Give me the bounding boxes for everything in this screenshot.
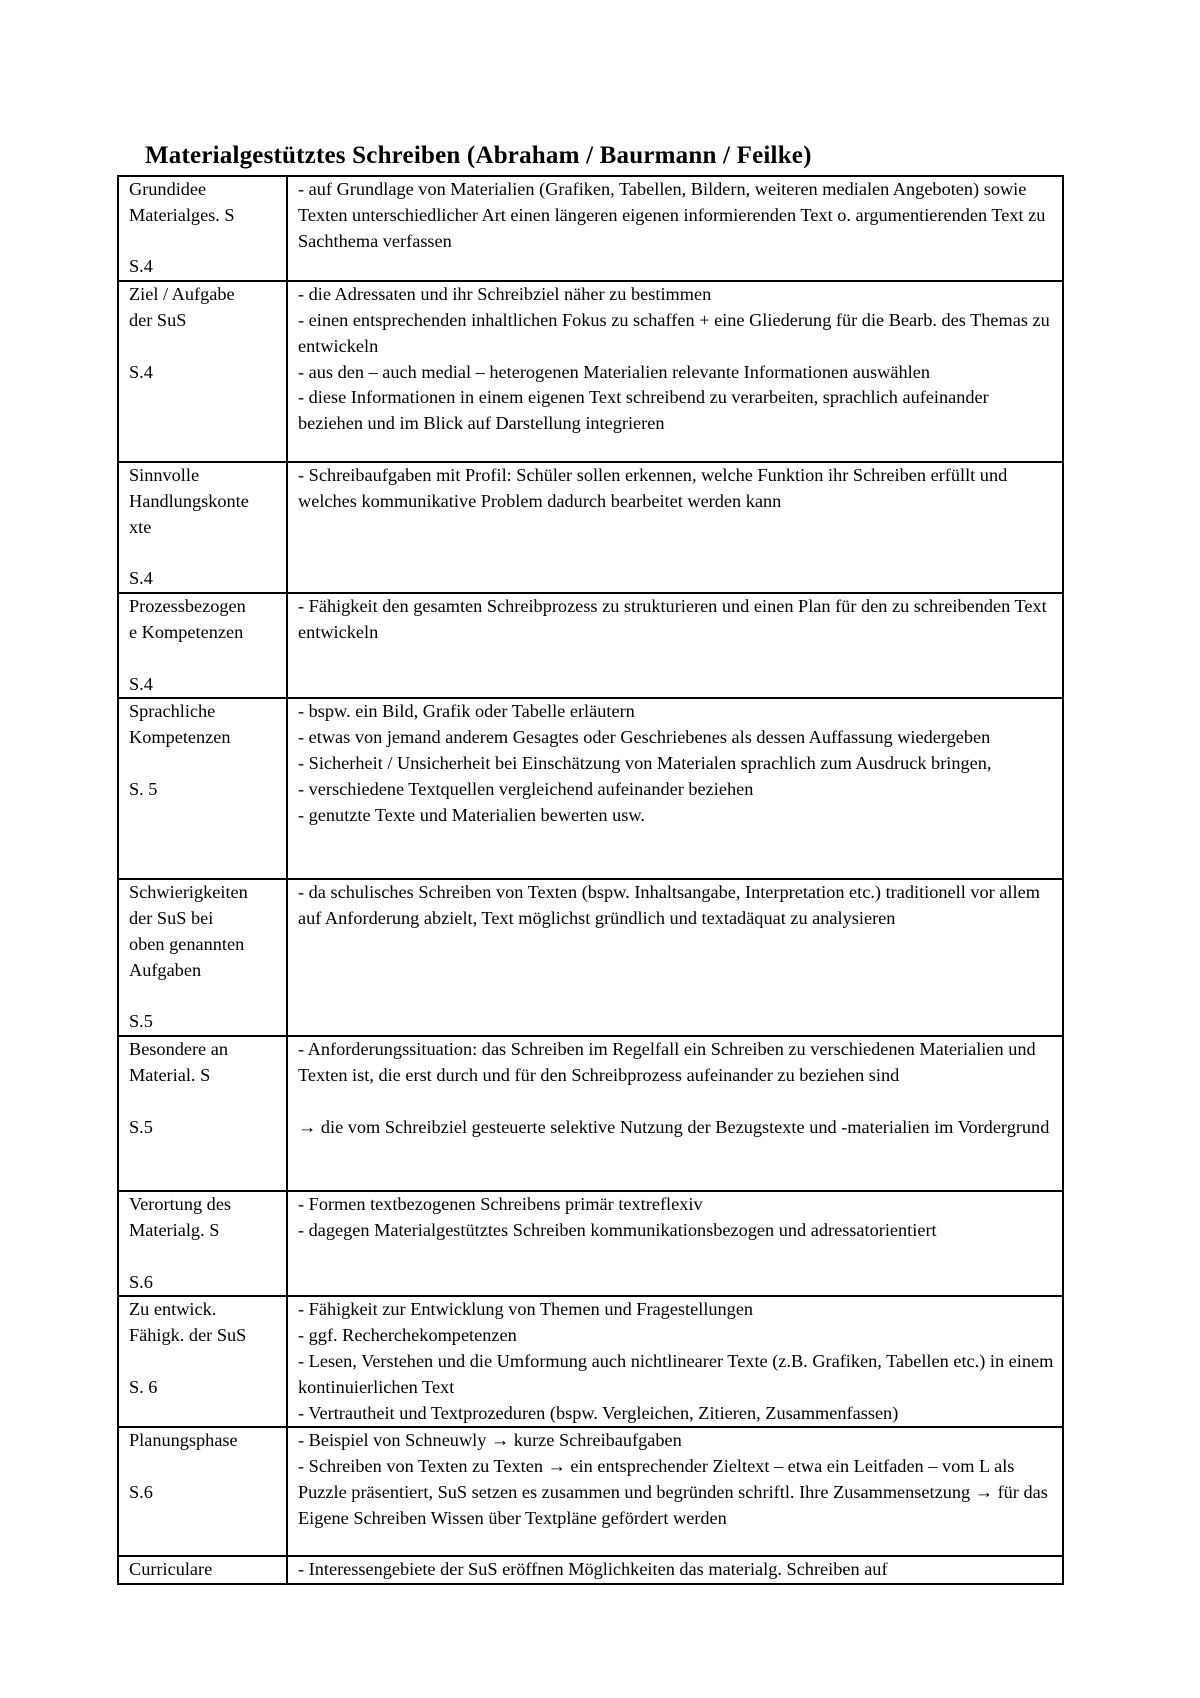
table-row <box>118 1427 1063 1556</box>
row-label-cell <box>118 1427 287 1556</box>
table-row <box>118 698 1063 879</box>
page-reference: S.4 <box>129 256 153 277</box>
content-paragraph: - genutzte Texte und Materialien bewerten usw. <box>298 804 645 825</box>
content-paragraph: - Fähigkeit den gesamten Schreibprozess zu strukturieren und einen Plan für den zu schreibenden Text entwickeln <box>298 596 1047 642</box>
spacer <box>129 646 280 672</box>
spacer <box>129 1454 280 1480</box>
content-paragraph: - Vertrautheit und Textprozeduren (bspw. Vergleichen, Zitieren, Zusammenfassen) <box>298 1402 899 1423</box>
spacer <box>129 541 280 567</box>
row-label-line: Sprachliche <box>129 701 216 722</box>
row-label-line: der SuS <box>129 309 187 330</box>
content-paragraph: - etwas von jemand anderem Gesagtes oder Geschriebenes als dessen Auffassung wiedergeben <box>298 727 991 748</box>
row-label-line: der SuS bei <box>129 908 214 929</box>
row-label-line: xte <box>129 516 152 537</box>
row-content-cell <box>287 698 1063 879</box>
content-paragraph: - verschiedene Textquellen vergleichend aufeinander beziehen <box>298 778 754 799</box>
row-content-cell <box>287 176 1063 281</box>
content-paragraph: - Formen textbezogenen Schreibens primär textreflexiv <box>298 1194 703 1215</box>
content-paragraph: - dagegen Materialgestütztes Schreiben kommunikationsbezogen und adressatorientiert <box>298 1219 937 1240</box>
row-label-line: Planungsphase <box>129 1430 238 1451</box>
content-paragraph <box>298 1089 1056 1115</box>
spacer <box>129 334 280 360</box>
page-reference: S. 6 <box>129 1376 158 1397</box>
summary-table <box>117 175 1064 1585</box>
table-row <box>118 176 1063 281</box>
page-reference: S.6 <box>129 1481 153 1502</box>
row-label-line: Prozessbezogen <box>129 596 246 617</box>
content-paragraph: - diese Informationen in einem eigenen Text schreibend zu verarbeiten, sprachlich aufeinander beziehen und im Blick auf Darstellung integrieren <box>298 387 989 434</box>
table-row <box>118 1556 1063 1584</box>
table-row <box>118 1036 1063 1191</box>
row-label-line: oben genannten <box>129 933 245 954</box>
row-label-cell <box>118 1296 287 1427</box>
row-label-line: Aufgaben <box>129 959 202 980</box>
page-reference: S.4 <box>129 361 153 382</box>
row-content-cell <box>287 1556 1063 1584</box>
content-paragraph: - Interessengebiete der SuS eröffnen Möglichkeiten das materialg. Schreiben auf <box>298 1559 888 1580</box>
table-row <box>118 462 1063 593</box>
page-reference: S.5 <box>129 1116 153 1137</box>
row-label-line: e Kompetenzen <box>129 621 244 642</box>
row-label-line: Materialg. S <box>129 1219 220 1240</box>
content-paragraph: - bspw. ein Bild, Grafik oder Tabelle erläutern <box>298 701 635 722</box>
content-paragraph: - auf Grundlage von Materialien (Grafiken, Tabellen, Bildern, weiteren medialen Angeboten) sowie Texten unterschiedlicher Art einen längeren eigenen informierenden Text o. argumentierenden Text zu Sachthema verfassen <box>298 179 1046 251</box>
row-content-cell <box>287 593 1063 698</box>
row-label-cell <box>118 593 287 698</box>
row-label-cell <box>118 462 287 593</box>
row-label-line: Besondere an <box>129 1039 228 1060</box>
table-body <box>118 176 1063 1584</box>
spacer <box>129 984 280 1010</box>
table-row <box>118 593 1063 698</box>
row-content-cell <box>287 1036 1063 1191</box>
row-content-cell <box>287 1296 1063 1427</box>
page-title: Materialgestütztes Schreiben (Abraham / Baurmann / Feilke) <box>145 142 812 169</box>
row-label-cell <box>118 879 287 1036</box>
page-reference: S.6 <box>129 1271 153 1292</box>
row-label-cell <box>118 176 287 281</box>
content-paragraph: - Sicherheit / Unsicherheit bei Einschätzung von Materialen sprachlich zum Ausdruck bringen, <box>298 752 992 773</box>
row-label-cell <box>118 281 287 462</box>
content-paragraph: - Anforderungssituation: das Schreiben im Regelfall ein Schreiben zu verschiedenen Materialien und Texten ist, die erst durch und für den Schreibprozess aufeinander zu beziehen sind <box>298 1039 1036 1085</box>
content-paragraph: - die Adressaten und ihr Schreibziel näher zu bestimmen <box>298 284 712 305</box>
row-label-line: Zu entwick. <box>129 1299 217 1320</box>
table-row <box>118 879 1063 1036</box>
spacer <box>129 1089 280 1115</box>
spacer <box>129 1349 280 1375</box>
content-paragraph: - ggf. Recherchekompetenzen <box>298 1325 517 1346</box>
content-paragraph: - Lesen, Verstehen und die Umformung auch nichtlinearer Texte (z.B. Grafiken, Tabellen etc.) in einem kontinuierlichen Text <box>298 1350 1054 1397</box>
row-label-line: Material. S <box>129 1064 211 1085</box>
row-label-line: Kompetenzen <box>129 727 231 748</box>
content-paragraph: → die vom Schreibziel gesteuerte selektive Nutzung der Bezugstexte und -materialien im Vordergrund <box>298 1116 1050 1137</box>
row-label-cell <box>118 1036 287 1191</box>
table-row <box>118 1296 1063 1427</box>
row-label-cell <box>118 698 287 879</box>
content-paragraph: - Beispiel von Schneuwly → kurze Schreibaufgaben <box>298 1430 682 1451</box>
page-reference: S.4 <box>129 673 153 694</box>
row-label-line: Fähigk. der SuS <box>129 1325 247 1346</box>
spacer <box>129 751 280 777</box>
table-row <box>118 1191 1063 1296</box>
content-paragraph: - Schreiben von Texten zu Texten → ein entsprechender Zieltext – etwa ein Leitfaden – vom L als Puzzle präsentiert, SuS setzen es zusammen und begründen schriftl. Ihre Zusammensetzung → für das Eigene Schreiben Wissen über Textpläne gefördert werden <box>298 1456 1048 1528</box>
content-paragraph: - da schulisches Schreiben von Texten (bspw. Inhaltsangabe, Interpretation etc.) traditionell vor allem auf Anforderung abzielt, Text möglichst gründlich und textadäquat zu analysieren <box>298 882 1040 929</box>
row-label-cell <box>118 1556 287 1584</box>
row-content-cell <box>287 462 1063 593</box>
content-paragraph: - aus den – auch medial – heterogenen Materialien relevante Informationen auswählen <box>298 361 930 382</box>
row-label-line: Sinnvolle <box>129 465 200 486</box>
row-label-line: Verortung des <box>129 1194 232 1215</box>
row-content-cell <box>287 1191 1063 1296</box>
row-label-line: Grundidee <box>129 179 207 199</box>
row-label-line: Curriculare <box>129 1559 213 1580</box>
row-content-cell <box>287 281 1063 462</box>
spacer <box>129 229 280 255</box>
table-row <box>118 281 1063 462</box>
row-content-cell <box>287 1427 1063 1556</box>
page-reference: S. 5 <box>129 778 158 799</box>
row-label-line: Materialges. S <box>129 204 235 225</box>
content-paragraph: - Fähigkeit zur Entwicklung von Themen und Fragestellungen <box>298 1299 754 1320</box>
content-paragraph: - Schreibaufgaben mit Profil: Schüler sollen erkennen, welche Funktion ihr Schreiben erfüllt und welches kommunikative Problem dadurch bearbeitet werden kann <box>298 465 1008 511</box>
row-content-cell <box>287 879 1063 1036</box>
row-label-line: Ziel / Aufgabe <box>129 284 235 305</box>
row-label-cell <box>118 1191 287 1296</box>
page-reference: S.5 <box>129 1011 153 1032</box>
row-label-line: Schwierigkeiten <box>129 882 248 903</box>
spacer <box>129 1244 280 1270</box>
content-paragraph: - einen entsprechenden inhaltlichen Fokus zu schaffen + eine Gliederung für die Bearb. des Themas zu entwickeln <box>298 309 1050 356</box>
page-reference: S.4 <box>129 568 153 589</box>
row-label-line: Handlungskonte <box>129 490 249 511</box>
